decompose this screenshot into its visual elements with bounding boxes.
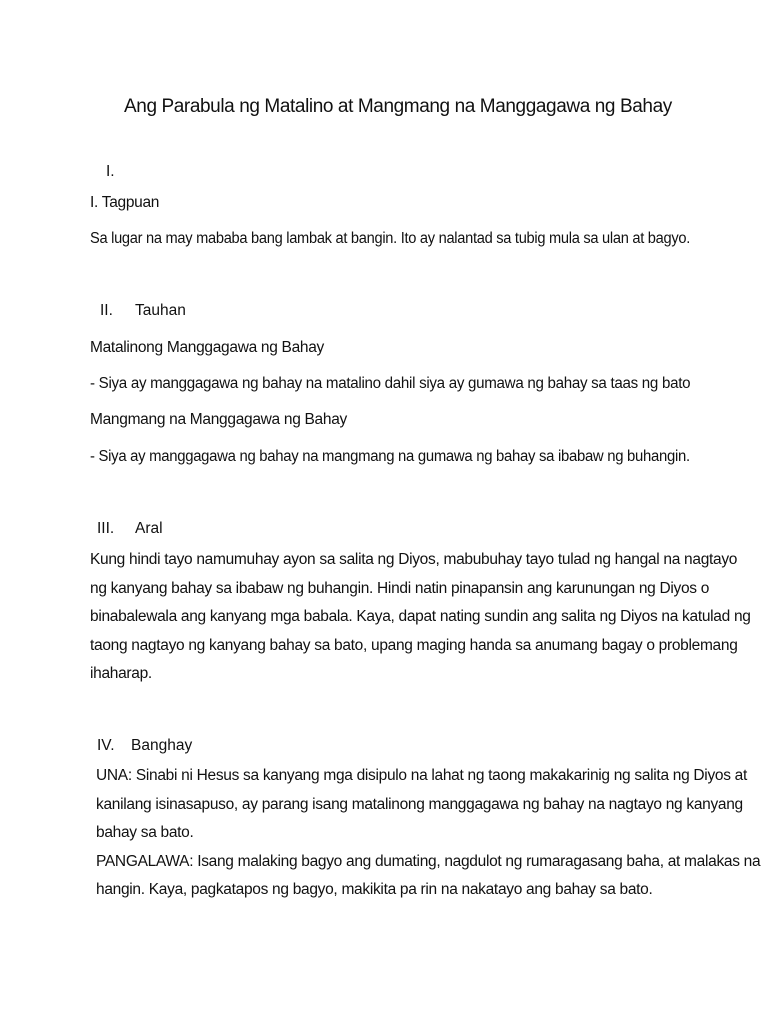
tauhan-line: Mangmang na Manggagawa ng Bahay [90,411,347,428]
aral-line: ihaharap. [90,665,152,682]
banghay-paragraph [96,762,761,905]
banghay-label: Banghay [131,737,193,754]
banghay-line: PANGALAWA: Isang malaking bagyo ang dumating, nagdulot ng rumaragasang baha, at malakas na [96,852,761,870]
tauhan-label: Tauhan [135,302,186,319]
aral-number: III. [97,520,115,537]
tauhan-line: - Siya ay manggagawa ng bahay na matalino dahil siya ay gumawa ng bahay sa taas ng bato [90,375,691,392]
banghay-line: UNA: Sinabi ni Hesus sa kanyang mga disipulo na lahat ng taong makakarinig ng salita ng Diyos at [96,767,748,784]
aral-line: ng kanyang bahay sa ibabaw ng buhangin. Hindi natin pinapansin ang karunungan ng Diyos o [90,579,710,597]
tagpuan-heading: I. Tagpuan [90,194,160,211]
aral-line: binabalewala ang kanyang mga babala. Kaya, dapat nating sundin ang salita ng Diyos na katulad ng [90,608,751,625]
document-title: Ang Parabula ng Matalino at Mangmang na Manggagawa ng Bahay [124,96,672,117]
aral-paragraph [90,546,751,689]
aral-label: Aral [135,520,163,537]
aral-line: Kung hindi tayo namumuhay ayon sa salita ng Diyos, mabubuhay tayo tulad ng hangal na nagtayo [90,551,738,568]
tagpuan-text: Sa lugar na may mababa bang lambak at bangin. Ito ay nalantad sa tubig mula sa ulan at bagyo. [90,230,691,247]
tauhan-line: Matalinong Manggagawa ng Bahay [90,339,325,356]
banghay-line: bahay sa bato. [96,824,194,841]
tauhan-number: II. [100,302,113,319]
banghay-line: hangin. Kaya, pagkatapos ng bagyo, makikita pa rin na nakatayo ang bahay sa bato. [96,881,653,898]
banghay-line: kanilang isinasapuso, ay parang isang matalinong manggagawa ng bahay na nagtayo ng kanyang [96,795,743,813]
aral-line: taong nagtayo ng kanyang bahay sa bato, upang maging handa sa anumang bagay o problemang [90,636,738,654]
banghay-number: IV. [97,737,115,754]
tauhan-line: - Siya ay manggagawa ng bahay na mangmang na gumawa ng bahay sa ibabaw ng buhangin. [90,448,690,465]
stray-numeral: I. [106,163,115,180]
